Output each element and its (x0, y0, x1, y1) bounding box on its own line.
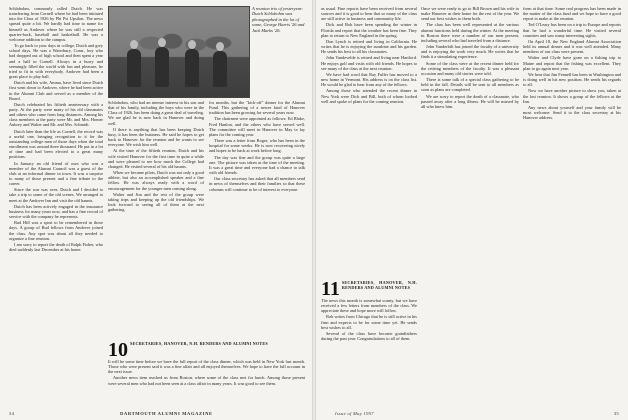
page-number: 34 (9, 411, 15, 416)
paragraph: We have had word that Ray Fuller has moved to a new home in Vermont. His address is on the class list. He would be glad to hear from any of the fellows. (321, 71, 417, 88)
photo-figures (109, 45, 249, 87)
right-column-3 (523, 6, 621, 404)
left-column-3 (209, 100, 305, 336)
right-column-2 (421, 6, 519, 404)
paragraph: Dutch has been actively engaged in the insurance business for many years now, and has a fine record of service with the company he represents. (9, 203, 103, 220)
paragraph: The news this month is somewhat scanty, but we have received a few letters from members of the class. We appreciate these and hope more will follow. (321, 298, 417, 314)
photo-caption: A reunion trio of yesteryear: Dutch Schlobohm was photographed in the lot of some, George Harris '26 and Jack Marks '26. (252, 6, 305, 33)
class-heading: SECRETARIES, HANOVER, N.H. RENDERS AND ALUMNI NOTES (130, 341, 268, 346)
paragraph: We are sorry to report the death of a classmate, who passed away after a long illness. He will be missed by all who knew him. (421, 93, 519, 109)
paragraph: The chairmen were appointed as follows: Ed Blake, Fred Hanlon, and the others who have served well. The committee will meet in Hanover in May to lay plans for the coming year. (209, 116, 305, 137)
left-page (0, 0, 313, 420)
paragraph: On April 18, the New England Alumni Association held its annual dinner and it was well attended. Many members of our class were present. (523, 38, 621, 55)
paragraph: There is some talk of a special class gathering to be held in the fall. Details will be sent to all members as soon as plans are completed. (421, 77, 519, 93)
paragraph: Dutch and his wife, Amma, have lived since Dutch first went down to Andover, where he had been active in the Alumni Club and served as a member of the Board. (9, 80, 103, 101)
paragraph: Bud Hill was a sport to be remembered in those days. A group of Bud fellows from Andover joined the class. Any spot was about all they needed to organize a fine reunion. (9, 220, 103, 241)
paragraph: When we became pilots, Dutch was not only a good athlete, but also an accomplished speaker and a fine fellow. He was always ready with a word of encouragement for the younger men coming along. (108, 170, 204, 191)
page-number: 35 (613, 411, 619, 416)
class-11-notes (321, 280, 417, 406)
class-heading: SECRETARIES, HANOVER, N.H. RENDERS AND ALUMNI NOTES (341, 280, 417, 290)
left-column-1 (9, 6, 103, 404)
paragraph: Dick and Bob have been spending the winter in Florida and report that the weather has been fine. They plan to return to New England in the spring. (321, 22, 417, 38)
group-photo (108, 6, 250, 98)
right-column-1 (321, 6, 417, 274)
paragraph: Among those who attended the recent dinner in New York were Dick and Bill, both of whom looked well and spoke of plans for the coming reunion. (321, 88, 417, 104)
paragraph: Now we have another picture to show you, taken at the last reunion. It shows a group of the fellows at the Inn. (523, 88, 621, 104)
paragraph: Don Lynch is retired and living in California. He writes that he is enjoying the sunshine and his garden. He sends his best to all his classmates. (321, 38, 417, 55)
magazine-title: DARTMOUTH ALUMNI MAGAZINE (120, 411, 213, 416)
class-header (321, 280, 417, 298)
paragraph: Schlobohm, who had an intense interest in his son and that of his family, including the boys who were in the Class of 1926, has been doing a great deal of traveling. We are glad he is now back in Hanover and doing well. (108, 100, 204, 126)
paragraph: If there is anything that has been keeping Dutch busy, it has been the business. He said he hopes to get back to Hanover for the reunion and he wants to see everyone. We wish him well. (108, 126, 204, 148)
paragraph: To go back to your days in college, Dutch and grey school days. He was a Waterbury, Conn., boy who had dropped out of high school and then spent a year and a half in Cornell. Always in a hurry and seemingly filled the world with fun and pleasure, he tried to fit in with everybody. Andover had been a great place to play ball. (9, 43, 103, 80)
paragraph: as usual. Fine reports have been received from several sources and it is good to hear that so many of the class are still active in business and community life. (321, 6, 417, 22)
paragraph: Some of the class were at the recent dinner held for the retiring members of the faculty. It was a pleasant occasion and many old stories were told. (421, 60, 519, 76)
class-10-notes (108, 341, 305, 406)
paragraph: Dutch later than the life as Cornell, the record was a useful one, bringing recognition to it for the outstanding college men of those days when the total enrollment was around three thousand. He put in a lot of time and had been elected to a great many positions. (9, 128, 103, 160)
issue-date: Issue of May 1957 (335, 411, 374, 416)
class-number: 11 (321, 280, 340, 298)
paragraph: The class has been well represented at the various alumni functions held during the winter. At the meeting in Boston there were a number of our men present, including several who had traveled from a distance. (421, 22, 519, 43)
class-number: 10 (108, 341, 128, 359)
paragraph: Walter and Jim and the rest of the group were taking trips and keeping up the old friendships. We look forward to seeing all of them at the next gathering. (108, 191, 204, 213)
paragraph: Since the war was over, Dutch and I decided to take a trip to some of the old scenes. We arranged to meet at the Andover Inn and visit the old haunts. (9, 187, 103, 203)
paragraph: Another news item reached us from Boston, where some of the class met for lunch. Among those present were several men who had not been seen at a class affair in many years. It was good to see them. (108, 375, 305, 386)
paragraph: In January an old friend of ours who was a member of the Alumni Council was a guest of the club at an informal dinner in town. It was a surprise to many of those present and a fine tribute to the career. (9, 160, 103, 187)
paragraph: Walter and Clyde have gone on a fishing trip to Maine and report that the fishing was excellent. They plan to go again next year. (523, 55, 621, 71)
paragraph: Once we were ready to go to Bill Brown and his wife to make Hanover as their home for the rest of the year. We send our best wishes to them both. (421, 6, 519, 22)
paragraph: Dutch celebrated his fiftieth anniversary with a party. At the party were many of his old classmates and others who came from long distances. Among his class members at the party were Mr. and Mrs. Homer Aubrey and Walter and Mr. and Mrs. Schmidt. (9, 101, 103, 128)
class-header (108, 341, 305, 359)
paragraph: At the time of the fiftieth reunion, Dutch and his wife visited Hanover for the first time in quite a while and were pleased to see how much the College had changed. He visited several of his old haunts. (108, 148, 204, 169)
paragraph: Ted O'Leary has been on a trip to Europe and reports that he had a wonderful time. He visited several countries and saw many interesting sights. (523, 22, 621, 38)
paragraph: John Vanderbilt has joined the faculty of a university and is enjoying the work very much. He writes that he finds it a stimulating experience. (421, 44, 519, 60)
paragraph: I am sorry to report the death of Ralph Fisher, who died suddenly last December at his home. (9, 241, 103, 253)
paragraph: Bob writes from Chicago that he is still active in his firm and expects to be for some time yet. He sends best wishes to all. (321, 314, 417, 330)
paragraph: for months, but the "kick-off" dinner for the Alumni Fund. This gathering of a newer kind of Hanover tradition has been growing for several years now. (209, 100, 305, 116)
paragraph: Our class secretary has asked that all members send in news of themselves and their families so that these columns will continue to be of interest to everyone. (209, 176, 305, 192)
paragraph: John Vandevelde is retired and living near Hartford. He enjoys golf and visits with old friends. He hopes to see many of the class at the next reunion. (321, 55, 417, 71)
paragraph: The day was fine and the group was quite a large one. The picture was taken at the time of the meeting. It was a great time and everyone had a chance to talk with old friends. (209, 154, 305, 176)
paragraph: There was a letter from Roger, who has been in the hospital for some weeks. He is now recovering nicely and hopes to be back at work before long. (209, 138, 305, 154)
paragraph: Schlobohm, commonly called Dutch. He was transferring from Cornell where he had been initiated into the Class of 1926 by Phi Psi Upsilon. The news spread quite a bit. We hardly had time to name for himself as Andover where he was still a respected quarter-back, baseball and basketball. He was a welcome addition to the campus. (9, 6, 103, 42)
paragraph: Several of the class have become grandfathers during the past year. Congratulations to all of them. (321, 330, 417, 342)
right-page (315, 0, 628, 420)
left-column-2 (108, 100, 204, 336)
paragraph: We hear that Jim Fennell has been in Washington and is doing well in his new position. He sends his regards to all. (523, 71, 621, 88)
paragraph: Any news about yourself and your family will be most welcome. Send it to the class secretary at his Hanover address. (523, 104, 621, 121)
paragraph: from at that time. Some real progress has been made in the matter of the class fund and we hope to have a good report to make at the reunion. (523, 6, 621, 22)
paragraph: It will be some time before we have the full report of the class dinner, which was held in New York last month. Those who were present said it was a fine affair and all enjoyed themselves. We hope to have the full account in the next issue. (108, 359, 305, 375)
